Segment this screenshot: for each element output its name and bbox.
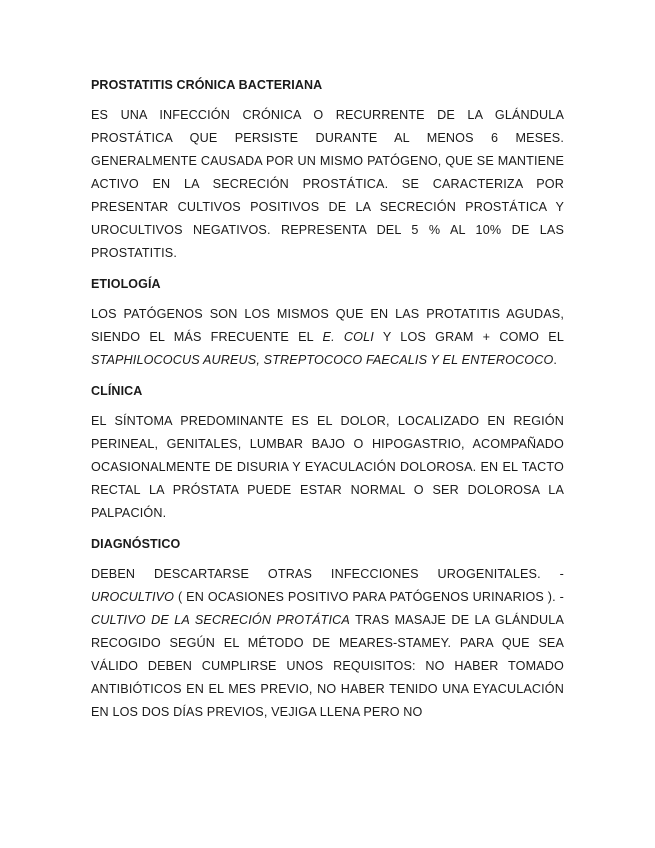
section-heading-diagnostico: DIAGNÓSTICO xyxy=(91,537,181,551)
section-heading-etiologia: ETIOLOGÍA xyxy=(91,277,161,291)
italic-run: CULTIVO DE LA SECRECIÓN PROTÁTICA xyxy=(91,613,350,627)
text-run: Y LOS GRAM + COMO EL xyxy=(373,330,564,344)
section-body-diagnostico xyxy=(91,563,564,724)
section-body-clinica: EL SÍNTOMA PREDOMINANTE ES EL DOLOR, LOCALIZADO EN REGIÓN PERINEAL, GENITALES, LUMBAR BAJO O HIPOGASTRIO, ACOMPAÑADO OCASIONALMENTE DE DISURIA Y EYACULACIÓN DOLOROSA. EN EL TACTO RECTAL LA PRÓSTATA PUEDE ESTAR NORMAL O SER DOLOROSA LA PALPACIÓN. xyxy=(91,414,564,520)
italic-run: E. COLI xyxy=(322,330,374,344)
section-heading-clinica: CLÍNICA xyxy=(91,384,143,398)
text-run: LOS PATÓGENOS SON LOS MISMOS QUE EN LAS PROTATITIS AGUDAS, SIENDO EL MÁS FRECUENTE EL xyxy=(91,307,564,344)
section-heading-prostatitis: PROSTATITIS CRÓNICA BACTERIANA xyxy=(91,78,323,92)
text-run: TRAS MASAJE DE LA GLÁNDULA RECOGIDO SEGÚN EL MÉTODO DE MEARES-STAMEY. PARA QUE SEA VÁLIDO DEBEN CUMPLIRSE UNOS REQUISITOS: NO HABER TOMADO ANTIBIÓTICOS EN EL MES PREVIO, NO HABER TENIDO UNA EYACULACIÓN EN LOS DOS DÍAS PREVIOS, VEJIGA LLENA PERO NO xyxy=(91,613,564,719)
text-run: DEBEN DESCARTARSE OTRAS INFECCIONES UROGENITALES. - xyxy=(91,567,564,581)
italic-run: STAPHILOCOCUS AUREUS, STREPTOCOCO FAECALIS Y EL ENTEROCOCO xyxy=(91,353,554,367)
document-page xyxy=(91,74,564,724)
text-run: . xyxy=(553,353,558,367)
section-body-etiologia xyxy=(91,303,564,372)
text-run: ( EN OCASIONES POSITIVO PARA PATÓGENOS URINARIOS ). - xyxy=(174,590,564,604)
section-body-prostatitis: ES UNA INFECCIÓN CRÓNICA O RECURRENTE DE LA GLÁNDULA PROSTÁTICA QUE PERSISTE DURANTE AL MENOS 6 MESES. GENERALMENTE CAUSADA POR UN MISMO PATÓGENO, QUE SE MANTIENE ACTIVO EN LA SECRECIÓN PROSTÁTICA. SE CARACTERIZA POR PRESENTAR CULTIVOS POSITIVOS DE LA SECRECIÓN PROSTÁTICA Y UROCULTIVOS NEGATIVOS. REPRESENTA DEL 5 % AL 10% DE LAS PROSTATITIS. xyxy=(91,108,564,260)
italic-run: UROCULTIVO xyxy=(91,590,175,604)
